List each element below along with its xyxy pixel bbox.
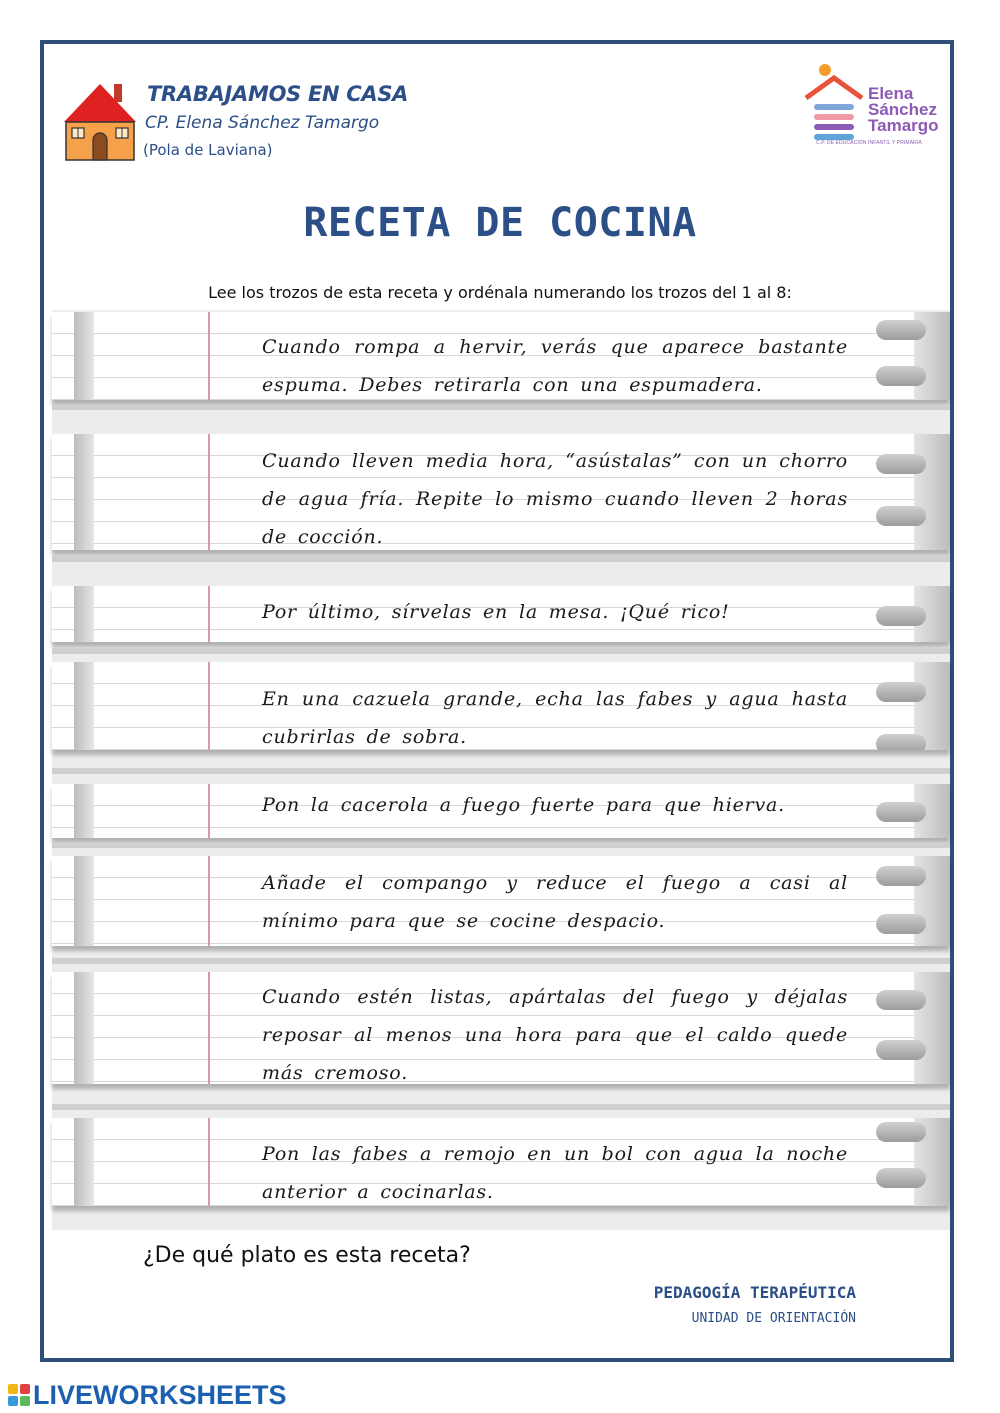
strip-divider — [52, 768, 950, 774]
logo-line-3: Tamargo — [868, 116, 939, 135]
recipe-strip-text: Cuando estén listas, apártalas del fuego y déjalas reposar al menos una hora para que el caldo quede más cremoso. — [262, 986, 848, 1084]
logo-line-1: Elena — [868, 84, 914, 103]
logo-subtitle: C.P. DE EDUCACIÓN INFANTIL Y PRIMARIA — [816, 140, 922, 146]
logo-name — [868, 86, 948, 134]
recipe-strip — [52, 434, 950, 550]
page-title: RECETA DE COCINA — [303, 200, 697, 246]
recipe-strip — [52, 1118, 950, 1206]
recipe-strip — [52, 972, 950, 1084]
strip-divider — [52, 404, 950, 410]
strip-divider — [52, 842, 950, 848]
house-icon — [62, 80, 138, 162]
strip-divider — [52, 648, 950, 654]
liveworksheets-icon — [8, 1384, 30, 1406]
school-place: (Pola de Laviana) — [143, 141, 273, 159]
recipe-strip — [52, 662, 950, 750]
recipe-strip — [52, 784, 950, 838]
recipe-strip-text: Por último, sírvelas en la mesa. ¡Qué rico! — [262, 601, 730, 623]
department-label: PEDAGOGÍA TERAPÉUTICA — [653, 1283, 856, 1302]
question-text: ¿De qué plato es esta receta? — [143, 1243, 471, 1268]
recipe-strip-text: Pon las fabes a remojo en un bol con agua la noche anterior a cocinarlas. — [262, 1143, 848, 1203]
liveworksheets-logo[interactable] — [8, 1381, 287, 1409]
school-name: CP. Elena Sánchez Tamargo — [145, 113, 380, 133]
school-title: TRABAJAMOS EN CASA — [147, 82, 409, 106]
logo-line-2: Sánchez — [868, 100, 937, 119]
recipe-strip — [52, 312, 950, 400]
recipe-strip — [52, 856, 950, 946]
recipe-strip-text: Pon la cacerola a fuego fuerte para que hierva. — [262, 794, 785, 816]
liveworksheets-brand: LIVEWORKSHEETS — [33, 1379, 287, 1410]
strip-divider — [52, 1104, 950, 1110]
strip-divider — [52, 556, 950, 562]
strip-divider — [52, 958, 950, 964]
instruction-text: Lee los trozos de esta receta y ordénala numerando los trozos del 1 al 8: — [208, 283, 792, 302]
unit-label: UNIDAD DE ORIENTACIÓN — [691, 1311, 856, 1326]
recipe-strip-text: Añade el compango y reduce el fuego a casi al mínimo para que se cocine despacio. — [262, 872, 848, 932]
recipe-strip — [52, 586, 950, 642]
recipe-strip-text: En una cazuela grande, echa las fabes y agua hasta cubrirlas de sobra. — [262, 688, 848, 748]
recipe-strip-text: Cuando rompa a hervir, verás que aparece bastante espuma. Debes retirarla con una espumadera. — [262, 336, 848, 396]
recipe-strip-text: Cuando lleven media hora, “asústalas” con un chorro de agua fría. Repite lo mismo cuando lleven 2 horas de cocción. — [262, 450, 848, 548]
